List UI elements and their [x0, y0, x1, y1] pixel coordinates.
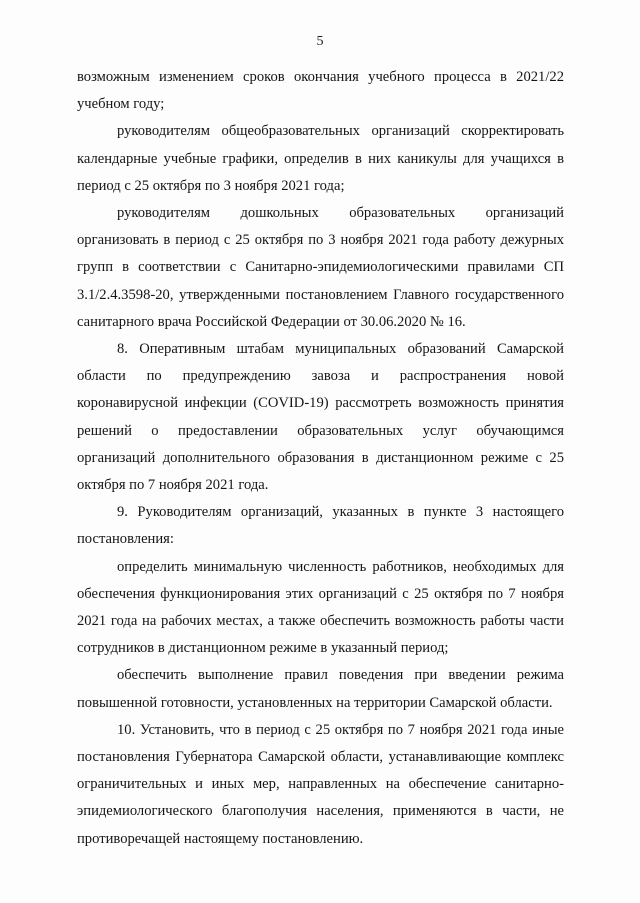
paragraph-item-10: 10. Установить, что в период с 25 октября по 7 ноября 2021 года иные постановления Губернатора Самарской области, устанавливающие комплекс ограничительных и иных мер, направленных на обеспечение санитарно-эпидемиологического благополучия населения, применяются в части, не противоречащей настоящему постановлению. — [77, 721, 564, 847]
paragraph-item-9: 9. Руководителям организаций, указанных в пункте 3 настоящего постановления: — [77, 504, 564, 548]
paragraph: обеспечить выполнение правил поведения при введении режима повышенной готовности, установленных на территории Самарской области. — [77, 667, 564, 711]
paragraph: руководителям дошкольных образовательных организаций организовать в период с 25 октября по 3 ноября 2021 года работу дежурных групп в соответствии с Санитарно-эпидемиологическими правилами СП 3.1/2.4.3598-20, утвержденными постановлением Главного государственного санитарного врача Российской Федерации от 30.06.2020 № 16. — [77, 205, 564, 330]
paragraph-item-8: 8. Оперативным штабам муниципальных образований Самарской области по предупреждению завоза и распространения новой коронавирусной инфекции (COVID-19) рассмотреть возможность принятия решений о предоставлении образовательных услуг обучающимся организаций дополнительного образования в дистанционном режиме с 25 октября по 7 ноября 2021 года. — [77, 341, 564, 494]
paragraph: возможным изменением сроков окончания учебного процесса в 2021/22 учебном году; — [77, 69, 564, 113]
document-body — [77, 64, 564, 853]
paragraph: определить минимальную численность работников, необходимых для обеспечения функционирования этих организаций с 25 октября по 7 ноября 2021 года на рабочих местах, а также обеспечить возможность работы части сотрудников в дистанционном режиме в указанный период; — [77, 558, 564, 657]
page-number: 5 — [316, 34, 324, 49]
paragraph: руководителям общеобразовательных организаций скорректировать календарные учебные графики, определив в них каникулы для учащихся в период с 25 октября по 3 ноября 2021 года; — [77, 123, 564, 194]
